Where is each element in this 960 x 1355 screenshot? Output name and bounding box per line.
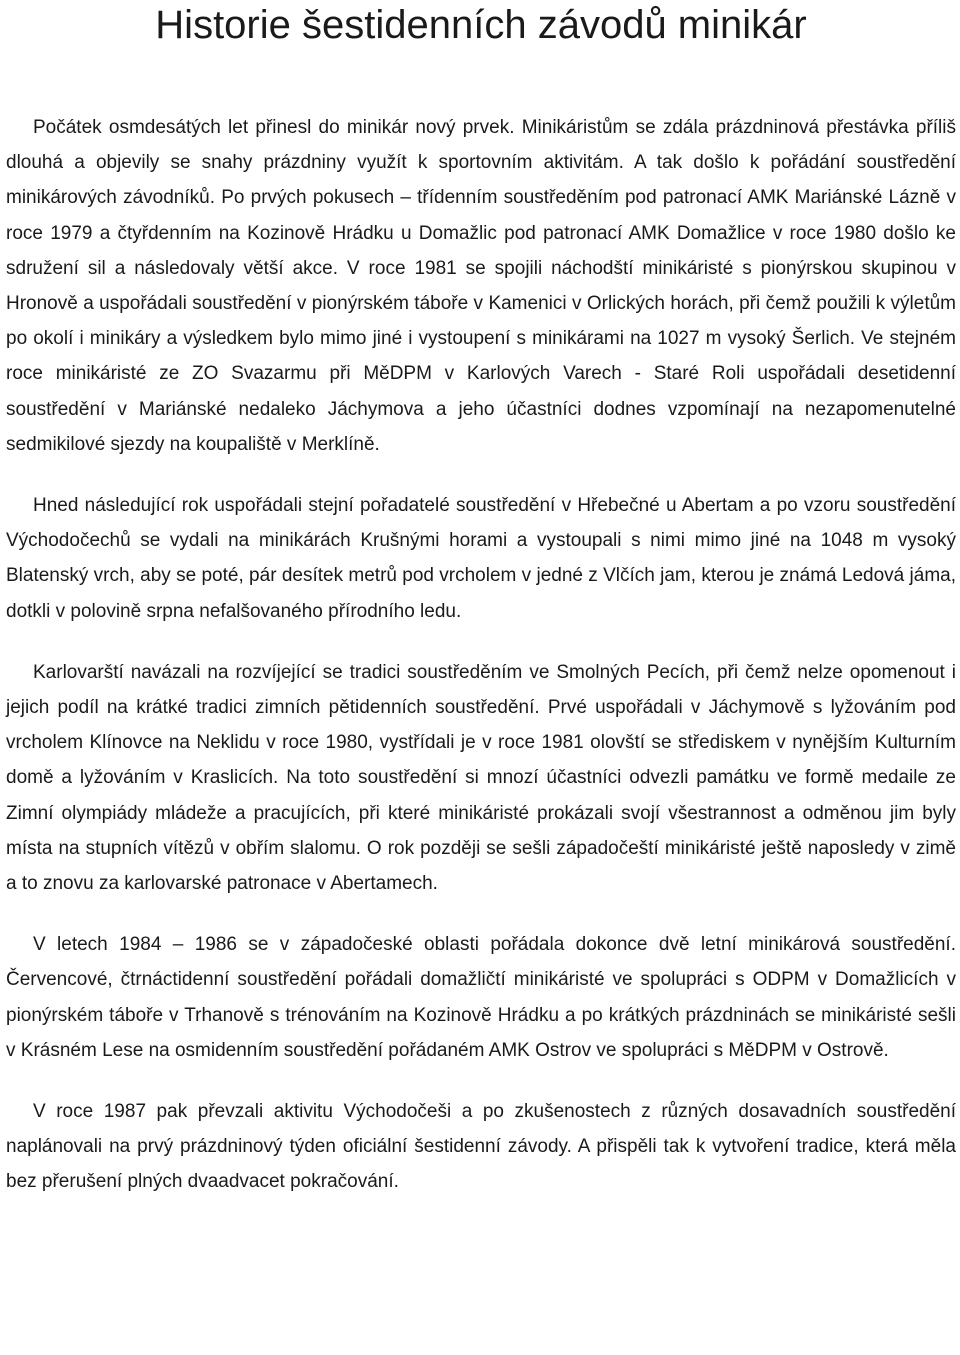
paragraph-2: Hned následující rok uspořádali stejní pořadatelé soustředění v Hřebečné u Abertam a po vzoru soustředění Východočechů se vydali na minikárách Krušnými horami a vystoupali s nimi mimo jiné na 1048 m vysoký Blatenský vrch, aby se poté, pár desítek metrů pod vrcholem v jedné z Vlčích jam, kterou je známá Ledová jáma, dotkli v polovině srpna nefalšovaného přírodního ledu.: [6, 495, 956, 622]
page-title: Historie šestidenních závodů minikár: [155, 3, 807, 47]
paragraph-1: Počátek osmdesátých let přinesl do minikár nový prvek. Minikáristům se zdála prázdninová přestávka příliš dlouhá a objevily se snahy prázdniny využít k sportovním aktivitám. A tak došlo k pořádání soustředění minikárových závodníků. Po prvých pokusech – třídenním soustředěním pod patronací AMK Mariánské Lázně v roce 1979 a čtyřdenním na Kozinově Hrádku u Domažlic pod patronací AMK Domažlice v roce 1980 došlo ke sdružení sil a následovaly větší akce. V roce 1981 se spojili náchodští minikáristé s pionýrskou skupinou v Hronově a uspořádali soustředění v pionýrském táboře v Kamenici v Orlických horách, při čemž použili k výletům po okolí i minikáry a výsledkem bylo mimo jiné i vystoupení s minikárami na 1027 m vysoký Šerlich. Ve stejném roce minikáristé ze ZO Svazarmu při MěDPM v Karlových Varech - Staré Roli uspořádali desetidenní soustředění v Mariánské nedaleko Jáchymova a jeho účastníci dodnes vzpomínají na nezapomenutelné sedmikilové sjezdy na koupaliště v Merklíně.: [6, 117, 956, 455]
paragraph-5: V roce 1987 pak převzali aktivitu Východočeši a po zkušenostech z různých dosavadních soustředění naplánovali na prvý prázdninový týden oficiální šestidenní závody. A přispěli tak k vytvoření tradice, která měla bez přerušení plných dvaadvacet pokračování.: [6, 1101, 956, 1193]
paragraph-4: V letech 1984 – 1986 se v západočeské oblasti pořádala dokonce dvě letní minikárová soustředění. Červencové, čtrnáctidenní soustředění pořádali domažličtí minikáristé ve spolupráci s ODPM v Domažlicích v pionýrském táboře v Trhanově s trénováním na Kozinově Hrádku a po krátkých prázdninách se minikáristé sešli v Krásném Lese na osmidenním soustředění pořádaném AMK Ostrov ve spolupráci s MěDPM v Ostrově.: [6, 934, 956, 1061]
paragraph-3: Karlovarští navázali na rozvíjející se tradici soustředěním ve Smolných Pecích, při čemž nelze opomenout i jejich podíl na krátké tradici zimních pětidenních soustředění. Prvé uspořádali v Jáchymově s lyžováním pod vrcholem Klínovce na Neklidu v roce 1980, vystřídali je v roce 1981 olovští se střediskem v nynějším Kulturním domě a lyžováním v Kraslicích. Na toto soustředění si mnozí účastníci odvezli památku ve formě medaile ze Zimní olympiády mládeže a pracujících, při které minikáristé prokázali svojí všestrannost a odměnou jim byly místa na stupních vítězů v obřím slalomu. O rok později se sešli západočeští minikáristé ještě naposledy v zimě a to znovu za karlovarské patronace v Abertamech.: [6, 661, 956, 895]
document-body: [6, 110, 956, 1200]
